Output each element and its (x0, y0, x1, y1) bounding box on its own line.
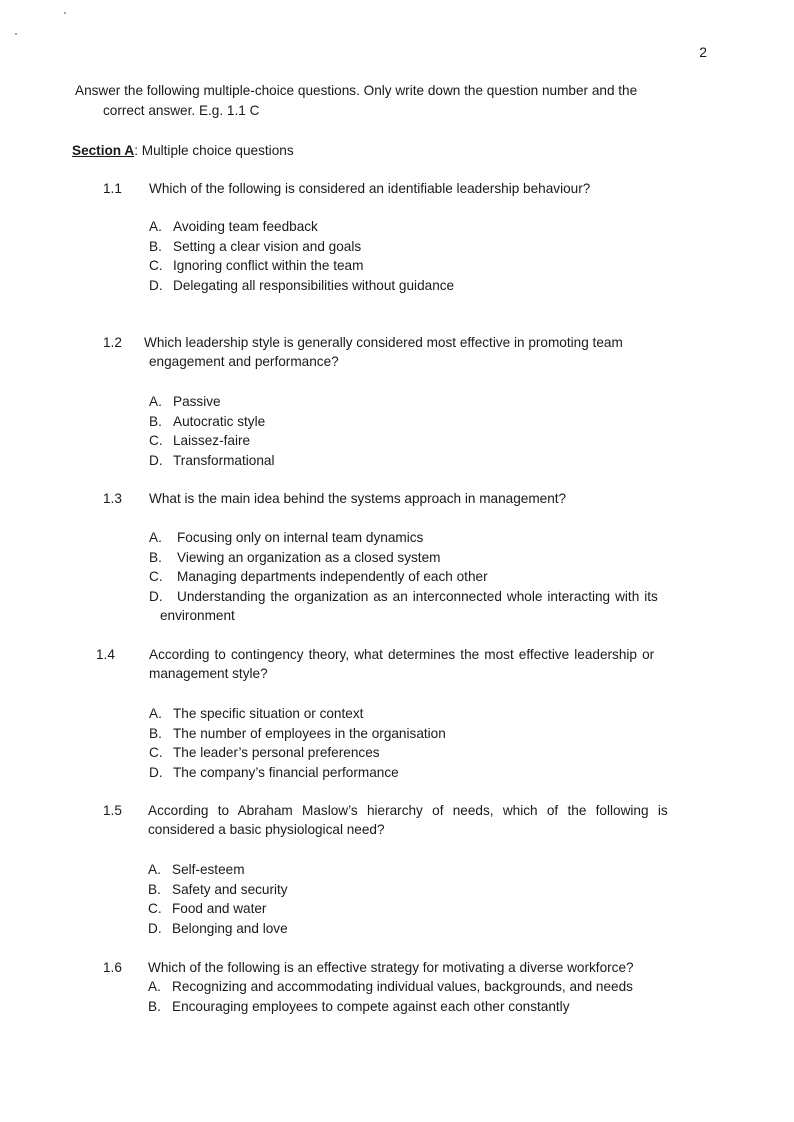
option-b (149, 548, 709, 568)
option-text: Managing departments independently of each other (177, 569, 488, 584)
option-list (149, 704, 446, 782)
option-letter: C. (149, 258, 163, 273)
option-c (148, 899, 288, 919)
section-heading (72, 141, 294, 161)
option-a (149, 392, 275, 412)
option-letter: B. (148, 881, 161, 897)
option-list (149, 392, 275, 470)
section-label: Section A (72, 143, 135, 158)
option-a (148, 977, 633, 997)
question-number: 1.1 (103, 181, 122, 196)
option-c (149, 256, 454, 276)
option-letter: B. (149, 725, 162, 741)
option-text-line-1: Understanding the organization as an interconnected whole interacting with its (177, 588, 658, 604)
option-a (149, 217, 454, 237)
question-text-line-1: According to contingency theory, what determines the most effective leadership or (149, 647, 655, 662)
option-a (148, 860, 288, 880)
question-number: 1.6 (103, 960, 122, 975)
option-text: The number of employees in the organisation (173, 725, 446, 741)
option-list (149, 528, 709, 626)
option-letter: D. (148, 920, 162, 936)
instructions-line-1: Answer the following multiple-choice questions. Only write down the question number and the (75, 83, 638, 98)
option-letter: C. (149, 433, 163, 448)
option-c (149, 431, 275, 451)
option-letter: D. (149, 588, 163, 604)
option-letter: B. (148, 998, 161, 1014)
option-b (148, 880, 288, 900)
option-d (149, 276, 454, 296)
option-letter: B. (149, 549, 162, 565)
question-text-line-1: According to Abraham Maslow’s hierarchy of needs, which of the following is (148, 803, 668, 818)
option-text: Passive (173, 394, 221, 409)
option-text: Laissez-faire (173, 433, 251, 448)
option-letter: A. (149, 706, 162, 721)
question-number: 1.3 (103, 491, 122, 506)
question-text-line-2: considered a basic physiological need? (148, 822, 385, 837)
option-letter: A. (148, 979, 161, 994)
question-number: 1.5 (103, 803, 122, 818)
option-letter: A. (149, 530, 162, 545)
scan-speck (15, 33, 17, 35)
option-text: Safety and security (172, 881, 288, 897)
option-text: Setting a clear vision and goals (173, 238, 362, 254)
option-letter: A. (149, 394, 162, 409)
question-text-line-1: Which leadership style is generally considered most effective in promoting team (144, 335, 623, 350)
question-text: Which of the following is considered an identifiable leadership behaviour? (149, 181, 591, 196)
question-number: 1.4 (96, 647, 115, 662)
option-letter: B. (149, 238, 162, 254)
option-text: The company’s financial performance (173, 764, 399, 780)
option-text: The specific situation or context (173, 706, 364, 721)
option-b (149, 237, 454, 257)
option-d-continuation: environment (160, 608, 235, 623)
option-d (149, 763, 446, 783)
option-text: Viewing an organization as a closed system (177, 549, 441, 565)
option-letter: C. (148, 901, 162, 916)
question-text-line-2: management style? (149, 666, 268, 681)
page-number: 2 (699, 44, 707, 60)
question-text: What is the main idea behind the systems approach in management? (149, 491, 567, 506)
option-list (148, 977, 633, 1016)
option-text: Encouraging employees to compete against each other constantly (172, 998, 570, 1014)
option-b (148, 997, 633, 1017)
option-list (149, 217, 454, 295)
option-text: The leader’s personal preferences (173, 745, 380, 760)
option-d (148, 919, 288, 939)
option-c (149, 567, 709, 587)
question-text-line-2: engagement and performance? (149, 354, 339, 369)
option-text: Transformational (173, 452, 275, 468)
option-text: Recognizing and accommodating individual values, backgrounds, and needs (172, 979, 633, 994)
option-list (148, 860, 288, 938)
option-text: Food and water (172, 901, 267, 916)
option-letter: C. (149, 569, 163, 584)
option-text: Belonging and love (172, 920, 288, 936)
option-a (149, 704, 446, 724)
option-letter: D. (149, 277, 163, 293)
option-b (149, 412, 275, 432)
option-c (149, 743, 446, 763)
option-a (149, 528, 709, 548)
option-d (149, 451, 275, 471)
option-letter: A. (149, 219, 162, 234)
option-text: Focusing only on internal team dynamics (177, 530, 424, 545)
option-text: Delegating all responsibilities without guidance (173, 277, 455, 293)
option-text: Ignoring conflict within the team (173, 258, 364, 273)
question-text: Which of the following is an effective strategy for motivating a diverse workforce? (148, 960, 634, 975)
option-d (149, 587, 709, 607)
option-letter: A. (148, 862, 161, 877)
option-letter: D. (149, 764, 163, 780)
option-letter: C. (149, 745, 163, 760)
question-number: 1.2 (103, 335, 122, 350)
instructions (75, 81, 715, 120)
option-text: Avoiding team feedback (173, 219, 318, 234)
option-letter: D. (149, 452, 163, 468)
option-text: Autocratic style (173, 413, 266, 429)
option-letter: B. (149, 413, 162, 429)
scan-speck (64, 12, 66, 14)
option-b (149, 724, 446, 744)
option-text: Self-esteem (172, 862, 245, 877)
section-title: : Multiple choice questions (134, 143, 294, 158)
instructions-line-2: correct answer. E.g. 1.1 C (103, 102, 260, 118)
